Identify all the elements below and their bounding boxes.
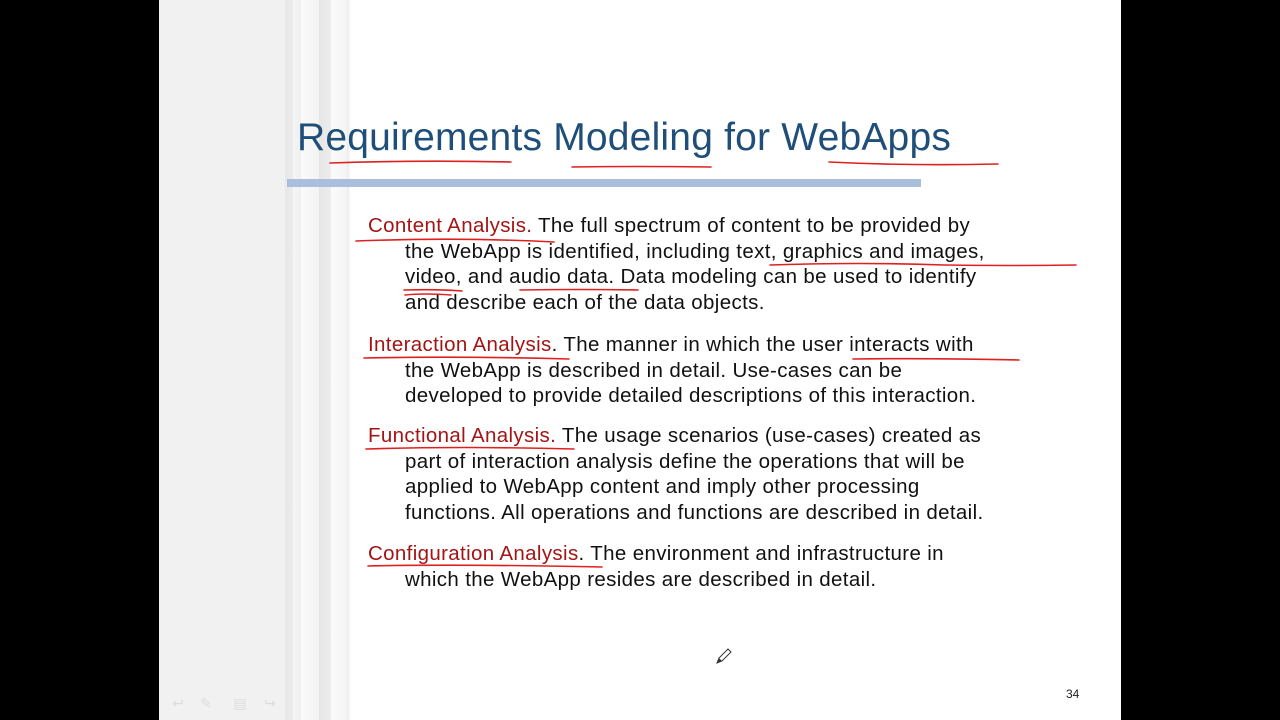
paragraph-line: applied to WebApp content and imply other processing — [405, 475, 920, 499]
paragraph-line: video, and audio data. Data modeling can be used to identify — [405, 265, 977, 289]
paragraph-line — [368, 332, 1088, 358]
slide — [159, 0, 1121, 720]
next-arrow-icon[interactable]: ↪ — [264, 695, 276, 711]
ink-underline — [330, 161, 511, 163]
paragraph-text: The full spectrum of content to be provided by — [532, 214, 971, 237]
term-interaction-analysis: Interaction Analysis — [368, 333, 552, 356]
title-underline-bar — [287, 179, 921, 187]
paragraph-text: . The environment and infrastructure in — [578, 542, 944, 565]
slide-number: 34 — [1066, 687, 1080, 701]
paragraph-configuration-analysis — [368, 541, 1088, 592]
paragraph-line: the WebApp is described in detail. Use-cases can be — [405, 358, 903, 382]
term-configuration-analysis: Configuration Analysis — [368, 542, 579, 565]
ink-underline — [829, 162, 998, 165]
paragraph-line — [368, 213, 1088, 239]
paragraph-line: functions. All operations and functions are described in detail. — [405, 501, 984, 525]
paragraph-text: The usage scenarios (use-cases) created as — [556, 424, 982, 447]
pen-icon[interactable]: ✎ — [200, 695, 212, 711]
paragraph-text: . The manner in which the user interacts with — [551, 333, 974, 356]
paragraph-line: the WebApp is identified, including text, graphics and images, — [405, 239, 985, 263]
term-content-analysis: Content Analysis. — [368, 214, 533, 237]
paragraph-content-analysis — [368, 213, 1088, 316]
paragraph-line: which the WebApp resides are described in detail. — [405, 567, 877, 591]
slide-decorative-stripes — [159, 0, 351, 720]
pen-cursor-icon — [714, 646, 734, 666]
paragraph-line: developed to provide detailed descriptions of this interaction. — [405, 384, 977, 408]
paragraph-line — [368, 423, 1088, 449]
ink-underline — [572, 167, 711, 168]
paragraph-interaction-analysis — [368, 332, 1088, 409]
slide-title: Requirements Modeling for WebApps — [297, 116, 952, 159]
slideshow-controls — [167, 694, 287, 714]
menu-icon[interactable]: ▤ — [233, 695, 247, 711]
paragraph-functional-analysis — [368, 423, 1088, 526]
paragraph-line: part of interaction analysis define the operations that will be — [405, 449, 965, 473]
term-functional-analysis: Functional Analysis. — [368, 424, 557, 447]
previous-arrow-icon[interactable]: ↩ — [172, 695, 184, 711]
paragraph-line — [368, 541, 1088, 567]
paragraph-line: and describe each of the data objects. — [405, 291, 765, 315]
